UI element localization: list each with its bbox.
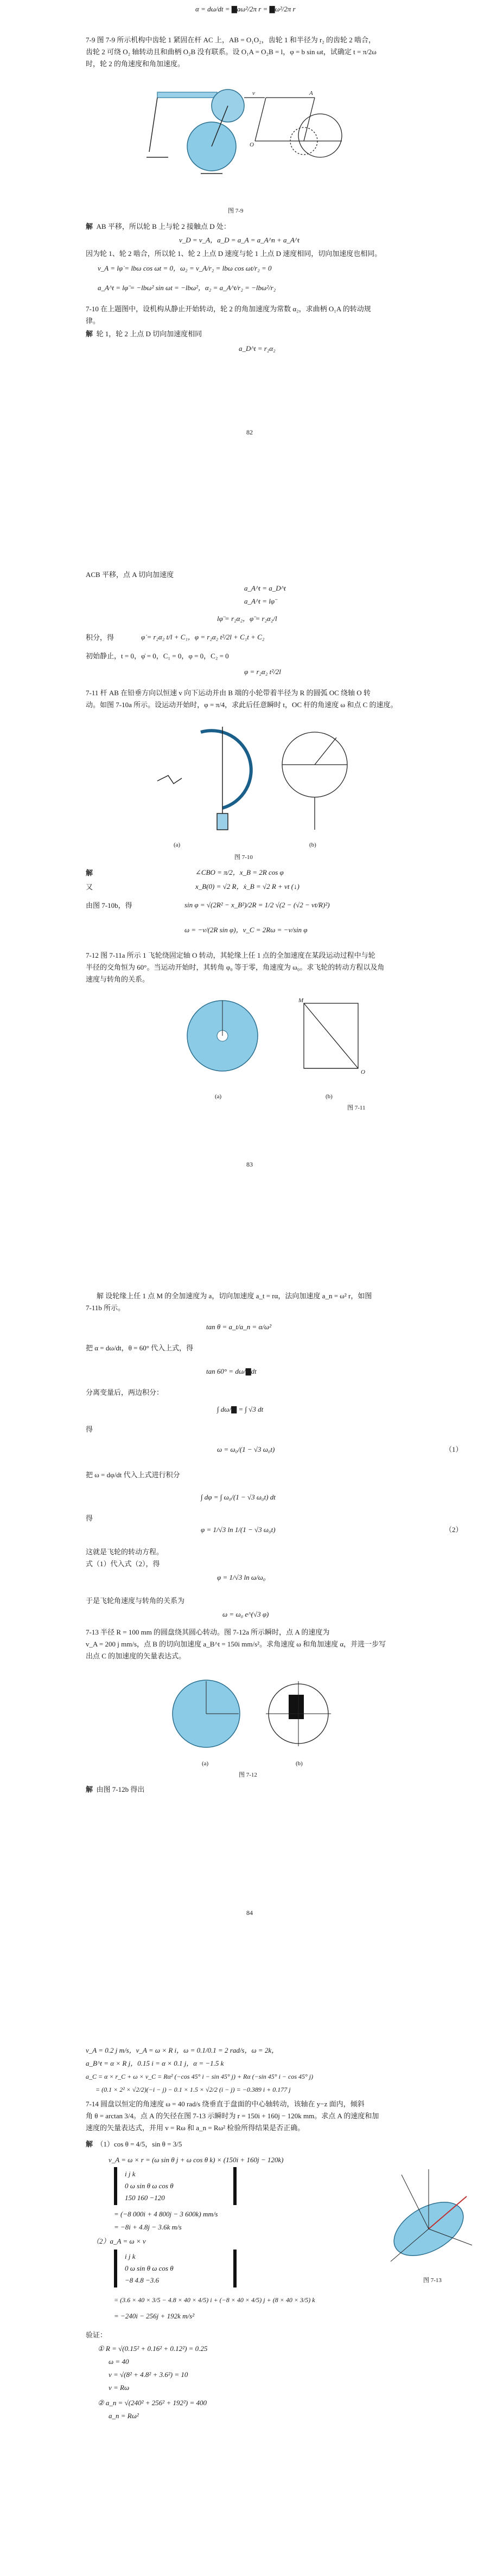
determinant1-row2: 0 ω sin θ ω cos θ — [125, 2182, 174, 2190]
figure-7-13 — [380, 2164, 477, 2272]
solution-7-13-line1 — [86, 1784, 455, 1795]
solution-7-10-text1: 轮 1，轮 2 上点 D 切向加速度相同 — [96, 330, 202, 338]
problem-7-12-line3: 速度与转角的关系。 — [86, 975, 150, 983]
p3-line9: 式（1）代入式（2），得 — [86, 1560, 160, 1568]
solution-7-13-text1: 由图 7-12b 得出 — [96, 1785, 145, 1793]
svg-text:O: O — [361, 1069, 365, 1075]
p3-line3: 把 α = dω/dt，θ = 60° 代入上式，得 — [86, 1344, 194, 1352]
figure-7-12-label-b: (b) — [296, 1760, 303, 1767]
p3-eq3: ∫ dω/▇ = ∫ √3 dt — [217, 1405, 264, 1413]
page-number: 82 — [246, 428, 253, 436]
solution-7-11-eq1: ∠CBO = π/2，x_B = 2R cos φ — [195, 868, 284, 876]
problem-7-10-line1: 7-10 在上题图中，设机构从静止开始转动，轮 2 的角加速度为常数 α₂，求曲柄 O₁A 的转动规 — [86, 305, 371, 313]
solution-7-14-s6: = (3.6 × 40 × 3/5 − 4.8 × 40 × 4/5) i + (−8 × 40 × 4/5) j + (8 × 40 × 3/5) k — [114, 2296, 315, 2304]
figure-7-11-caption: 图 7-11 — [347, 1105, 366, 1111]
solution-7-11-eq4: ω = −v/(2R sin φ)，v_C = 2Rω = −v/sin φ — [184, 926, 308, 934]
verify-6: a_n = Rω² — [109, 2412, 139, 2420]
svg-text:v: v — [252, 90, 255, 97]
p4-line3: a_C = α × r_C + ω × v_C = Rα² (−cos 45° i − sin 45° j) + Rα (−sin 45° i − cos 45° j) — [86, 2073, 314, 2080]
solution-label: 解 — [86, 869, 93, 877]
problem-7-11-line1: 7-11 杆 AB 在铅垂方向以恒速 v 向下运动并由 B 端的小轮带着半径为 R 的圆弧 OC 绕轴 O 转 — [86, 689, 371, 697]
figure-7-12-label-a: (a) — [202, 1760, 209, 1767]
svg-text:A: A — [309, 90, 313, 97]
svg-text:M: M — [298, 997, 304, 1004]
page-85 — [0, 2039, 497, 2576]
problem-7-10-line2: 律。 — [86, 317, 100, 325]
solution-7-9-eq3: a_A^t = lφ̈ = −lbω² sin ωt = −lbω²，α₂ = a_A^t/r₂ = −lbω²/r₂ — [98, 284, 276, 292]
solution-7-11-you: 又 — [86, 883, 93, 891]
figure-7-12 — [163, 1670, 347, 1763]
determinant2-row2: 0 ω sin θ ω cos θ — [125, 2264, 174, 2272]
determinant2-right-bar — [233, 2250, 237, 2287]
p3-line2: 7-11b 所示。 — [86, 1304, 125, 1312]
figure-7-12-caption: 图 7-12 — [239, 1772, 257, 1778]
solution-7-14-s5: （2）a_A = ω × v — [92, 2237, 146, 2245]
p4-line2: a_B^t = α × R j，0.15 i = α × 0.1 j，α = −1.5 k — [86, 2059, 224, 2067]
figure-7-11-label-b: (b) — [326, 1093, 333, 1100]
solution-7-9-eq1: v_D = v_A，a_D = a_A = a_A^n + a_A^t — [179, 236, 300, 244]
p2-eq2: a_A^t = lφ̈ — [244, 597, 275, 605]
solution-label: 解 — [86, 222, 93, 230]
problem-7-14-line1: 7-14 圆盘以恒定的角速度 ω = 40 rad/s 绕垂直于盘面的中心轴转动，该轴在 y−z 面内，倾斜 — [86, 2100, 365, 2108]
p3-eq1: tan θ = a_t/a_n = α/ω² — [206, 1323, 272, 1331]
figure-7-11 — [184, 992, 369, 1090]
solution-label: 解 — [86, 2140, 93, 2148]
determinant1-right-bar — [233, 2167, 237, 2205]
verify-label: 验证： — [86, 2331, 107, 2339]
solution-7-10-eq1: a_D^t = r₂α₂ — [239, 344, 276, 353]
problem-7-12-line2: 半径的交角恒为 60°。当运动开始时，其转角 φ₀ 等于零，角速度为 ω₀。求飞轮的转动方程以及角 — [86, 963, 385, 971]
problem-7-12-line1: 7-12 图 7-11a 所示 1 飞轮绕固定轴 O 转动，其轮缘上任 1 点的全加速度在某段运动过程中与轮 — [86, 951, 375, 959]
problem-7-14-line3: 速度的矢量表达式，并用 v = Rω 和 a_n = Rω² 检验所得结果是否正确。 — [86, 2124, 305, 2132]
p3-line10: 于是飞轮角速度与转角的关系为 — [86, 1597, 185, 1605]
p2-eq5: φ = r₂α₂ t²/2l — [244, 668, 281, 676]
p2-eq4: φ̇ = r₂α₂ t/l + C₁，φ = r₂α₂ t²/2l + C₁t + C₂ — [141, 633, 265, 641]
solution-7-14-line1 — [86, 2139, 455, 2150]
determinant2-left-bar — [114, 2250, 117, 2287]
solution-7-9-line2: 因为轮 1、轮 2 啮合，所以轮 1、轮 2 上点 D 速度与轮 1 上点 D 速度相同，切向加速度也相同。 — [86, 249, 382, 258]
svg-text:O: O — [250, 142, 254, 148]
p2-initial: 初始静止，t = 0，φ̇ = 0，C₁ = 0，φ = 0，C₂ = 0 — [86, 652, 229, 660]
solution-7-11-eq2: x_B(0) = √2 R，ẋ_B = √2 R + vt (↓) — [195, 882, 300, 890]
problem-7-13-line2: v_A = 200 j mm/s，点 B 的切向加速度 a_B^t = 150i mm/s²。求角速度 ω 和角加速度 α，并进一步写 — [86, 1640, 386, 1648]
p3-line7: 得 — [86, 1514, 93, 1522]
figure-7-10-caption: 图 7-10 — [234, 854, 253, 861]
p3-line5: 得 — [86, 1425, 93, 1433]
determinant1-row3: 150 160 −120 — [125, 2194, 165, 2202]
solution-7-14-s2: v_A = ω × r = (ω sin θ j + ω cos θ k) × (150i + 160j − 120k) — [109, 2156, 284, 2164]
problem-7-9-line1: 7-9 图 7-9 所示机构中齿轮 1 紧固在杆 AC 上，AB = O₁O₂，齿轮 1 和半径为 r₂ 的齿轮 2 啮合， — [86, 36, 376, 44]
p2-integrate-label: 积分，得 — [86, 633, 114, 642]
verify-5: ② a_n = √(240² + 256² + 192²) = 400 — [98, 2399, 207, 2407]
p3-eq7: φ = 1/√3 ln ω/ω₀ — [217, 1573, 266, 1581]
determinant1-left-bar — [114, 2167, 117, 2205]
solution-7-9-line1 — [86, 221, 455, 232]
p3-eq4: ω = ω₀/(1 − √3 ω₀t) — [217, 1445, 275, 1453]
p3-eqno2: （2） — [445, 1526, 463, 1534]
p3-eq6: φ = 1/√3 ln 1/(1 − √3 ω₀t) — [201, 1526, 276, 1534]
page-84 — [0, 1285, 497, 2012]
problem-7-13-line1: 7-13 半径 R = 100 mm 的圆盘绕其圆心转动。图 7-12a 所示瞬时，点 A 的速度为 — [86, 1628, 330, 1636]
solution-7-14-s1: （1）cos θ = 4/5，sin θ = 3/5 — [96, 2140, 182, 2148]
p2-eq3: lφ̈ = r₂α₂，φ̈ = r₂α₂/l — [217, 614, 277, 623]
figure-7-13-caption: 图 7-13 — [423, 2277, 442, 2284]
determinant2-row3: −8 4.8 −3.6 — [125, 2276, 160, 2284]
solution-7-10-line1 — [86, 329, 455, 339]
problem-7-13-line3: 出点 C 的加速度的矢量表达式。 — [86, 1652, 186, 1660]
verify-3: v = √(8² + 4.8² + 3.6²) = 10 — [109, 2370, 188, 2379]
solution-7-14-s7: = −240i − 256j + 192k m/s² — [114, 2312, 195, 2320]
solution-label: 解 — [86, 1785, 93, 1793]
p3-eq2: tan 60° = dω/▇dt — [206, 1367, 257, 1375]
determinant1-row1: i j k — [125, 2170, 136, 2178]
verify-4: v = Rω — [109, 2383, 130, 2392]
solution-7-14-s3: = (−8 000i + 4 800j − 3 600k) mm/s — [114, 2210, 218, 2218]
verify-1: ① R = √(0.15² + 0.16² + 0.12²) = 0.25 — [98, 2344, 208, 2353]
problem-7-14-line2: 角 θ = arctan 3/4。点 A 的矢径在图 7-13 示瞬时为 r = 150i + 160j − 120k mm。求点 A 的速度和加 — [86, 2112, 379, 2120]
page-83 — [0, 564, 497, 1264]
problem-7-11-line2: 动。如图 7-10a 所示。设运动开始时，φ = π/4，求此后任意瞬时 t，OC 杆的角速度 ω 和点 C 的速度。 — [86, 701, 398, 709]
p3-eq5: ∫ dφ = ∫ ω₀/(1 − √3 ω₀t) dt — [201, 1493, 276, 1501]
page-number: 83 — [246, 1161, 253, 1168]
solution-7-11-from-fig: 由图 7-10b，得 — [86, 901, 132, 909]
problem-7-9-line3: 时，轮 2 的角速度和角加速度。 — [86, 60, 185, 68]
page-number: 84 — [246, 1909, 253, 1917]
figure-7-10-label-a: (a) — [174, 842, 181, 848]
p3-line6: 把 ω = dφ/dt 代入上式进行积分 — [86, 1471, 180, 1479]
p3-line8: 这就是飞轮的转动方程。 — [86, 1548, 164, 1556]
p3-line1: 解 设轮缘上任 1 点 M 的全加速度为 a，切向加速度 a_t = rα，法向加速度 a_n = ω² r，如图 — [97, 1292, 372, 1300]
figure-7-11-label-a: (a) — [215, 1093, 222, 1100]
p4-line4: = (0.1 × 2² × √2/2)(−i − j) − 0.1 × 1.5 × √2/2 (i − j) = −0.389 i + 0.177 j — [95, 2086, 291, 2093]
top-formula: α = dω/dt = ▇aω²/2π r = ▇ω²/2π r — [195, 5, 296, 13]
p2-eq1: a_A^t = a_D^t — [244, 584, 286, 592]
figure-7-10 — [152, 716, 369, 841]
p4-line1: v_A = 0.2 j m/s，v_A = ω × R i，ω = 0.1/0.1 = 2 rad/s，ω = 2k， — [86, 2046, 279, 2054]
p3-eq8: ω = ω₀ e^(√3 φ) — [222, 1610, 269, 1618]
problem-7-9-line2: 齿轮 2 可绕 O₂ 轴转动且和曲柄 O₂B 没有联系。设 O₁A = O₂B = l，φ = b sin ωt，试确定 t = π/2ω — [86, 48, 377, 56]
verify-2: ω = 40 — [109, 2357, 129, 2366]
solution-7-9-eq2: v_A = lφ̇ = lbω cos ωt = 0，ω₂ = v_A/r₂ = lbω cos ωt/r₂ = 0 — [98, 264, 272, 272]
solution-7-14-s4: = −8i + 4.8j − 3.6k m/s — [114, 2223, 182, 2231]
p3-line4: 分离变量后，两边积分： — [86, 1388, 164, 1396]
page-82 — [0, 0, 497, 542]
figure-7-9 — [146, 76, 353, 201]
solution-7-11-eq3: sin φ = √(2R² − x_B²)/2R = 1/2 √(2 − (√2 − vt/R)²) — [184, 901, 330, 909]
p2-line1: ACB 平移，点 A 切向加速度 — [86, 571, 174, 579]
determinant2-row1: i j k — [125, 2252, 136, 2260]
solution-label: 解 — [86, 330, 93, 338]
figure-7-9-caption: 图 7-9 — [228, 208, 244, 214]
figure-7-10-label-b: (b) — [309, 842, 316, 848]
solution-7-9-text1: AB 平移，所以轮 B 上与轮 2 接触点 D 处： — [96, 222, 231, 230]
p3-eqno1: （1） — [445, 1445, 463, 1453]
